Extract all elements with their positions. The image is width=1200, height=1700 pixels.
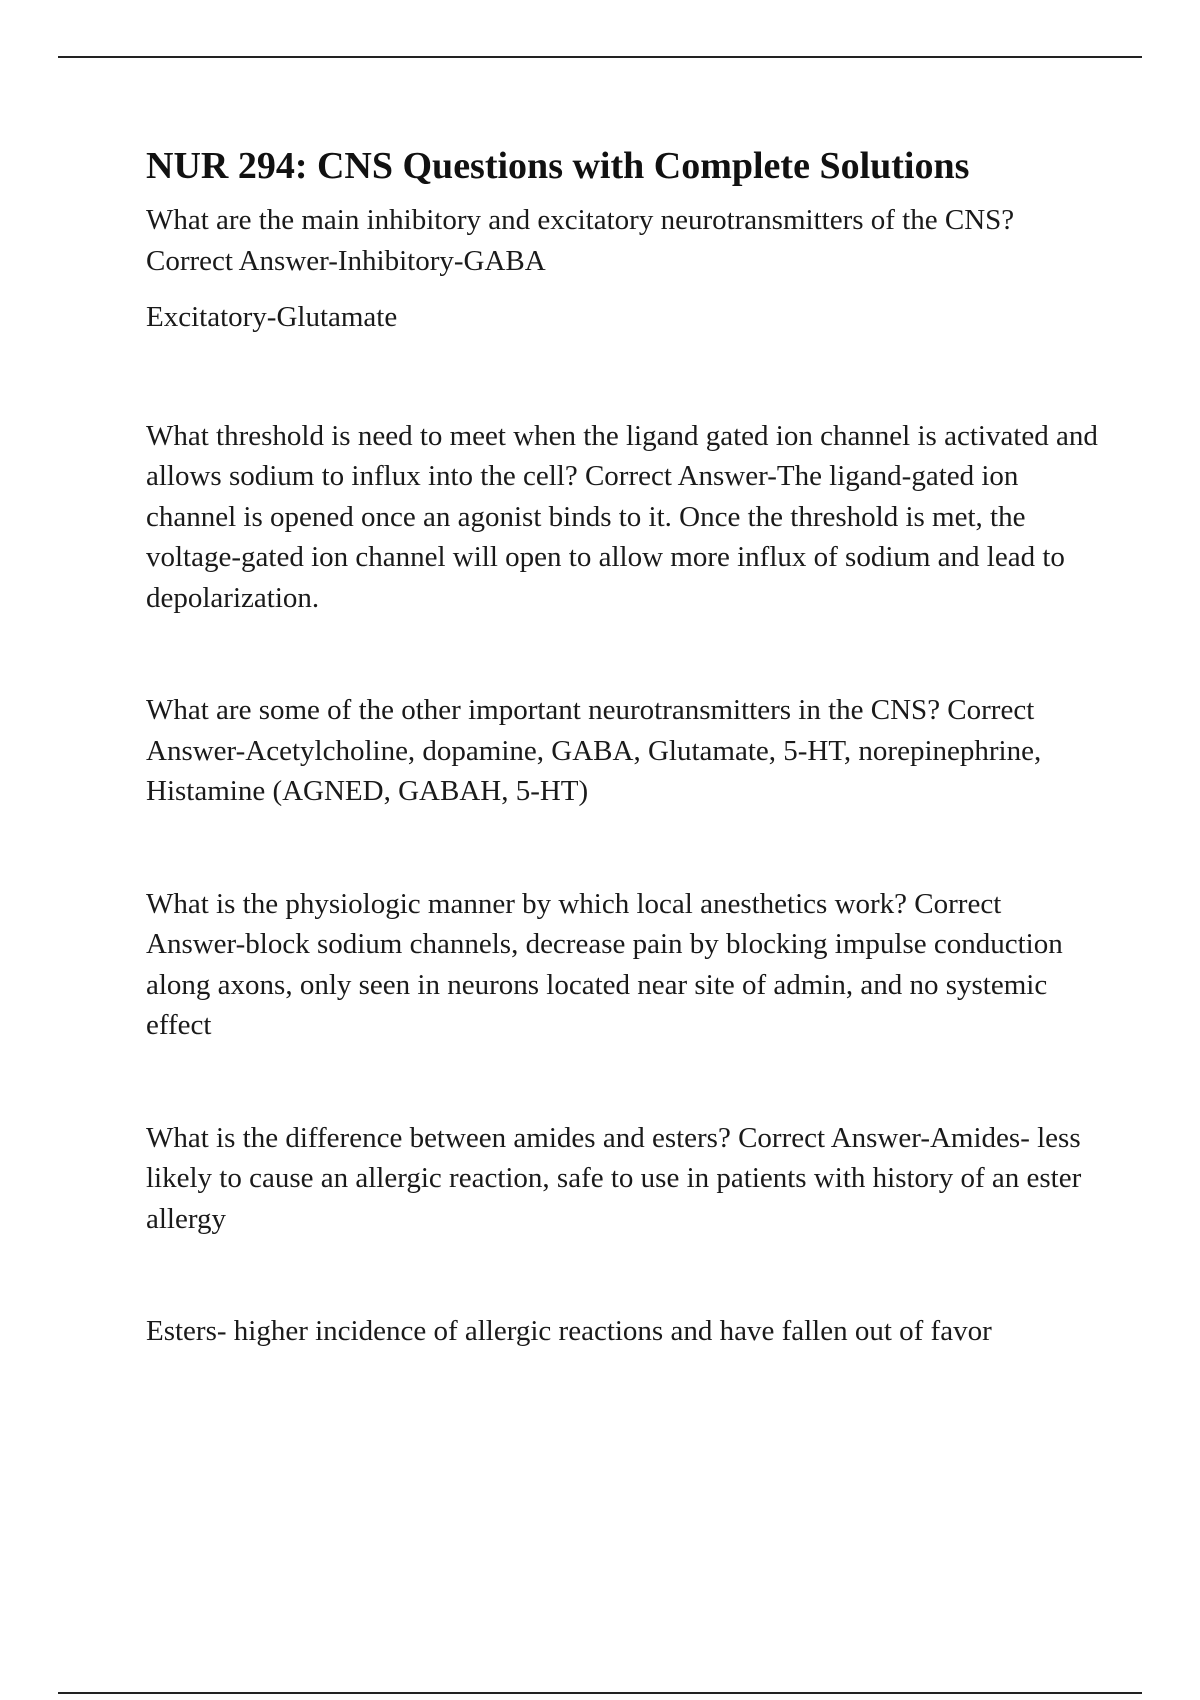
document-body <box>146 140 1106 1352</box>
paragraph-q3: What are some of the other important neurotransmitters in the CNS? Correct Answer-Acetylcholine, dopamine, GABA, Glutamate, 5-HT, norepinephrine, Histamine (AGNED, GABAH, 5-HT) <box>146 694 1042 807</box>
paragraph-q1-continued: Excitatory-Glutamate <box>146 301 398 333</box>
paragraph-q4: What is the physiologic manner by which local anesthetics work? Correct Answer-block sodium channels, decrease pain by blocking impulse conduction along axons, only seen in neurons located near site of admin, and no systemic effect <box>146 887 1063 1041</box>
paragraph-q5: What is the difference between amides and esters? Correct Answer-Amides- less likely to cause an allergic reaction, safe to use in patients with history of an ester allergy <box>146 1121 1082 1235</box>
bottom-rule <box>58 1692 1142 1694</box>
paragraph-q1: What are the main inhibitory and excitatory neurotransmitters of the CNS? Correct Answer-Inhibitory-GABA <box>146 204 1015 277</box>
top-rule <box>58 56 1142 58</box>
paragraph-q5-continued: Esters- higher incidence of allergic reactions and have fallen out of favor <box>146 1315 992 1347</box>
paragraph-q2: What threshold is need to meet when the ligand gated ion channel is activated and allows sodium to influx into the cell? Correct Answer-The ligand-gated ion channel is opened once an agonist binds to it. Once the threshold is met, the voltage-gated ion channel will open to allow more influx of sodium and lead to depolarization. <box>146 419 1098 614</box>
page-title: NUR 294: CNS Questions with Complete Solutions <box>146 145 970 187</box>
